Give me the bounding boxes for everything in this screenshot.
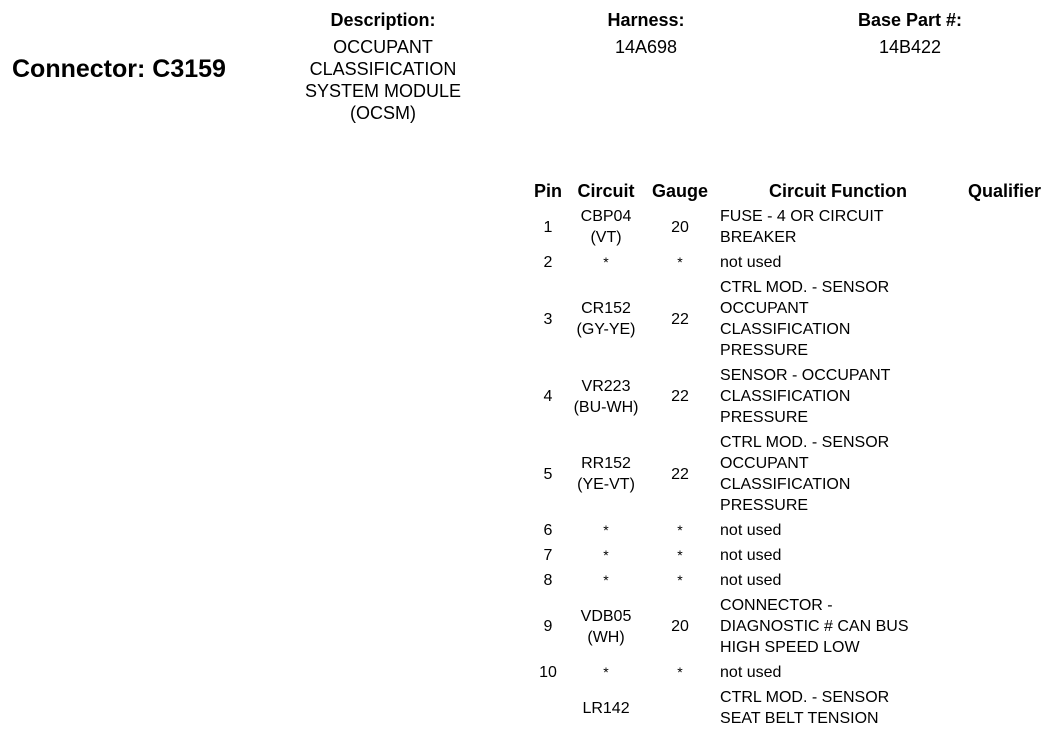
qualifier	[962, 685, 1045, 731]
qualifier	[962, 430, 1045, 518]
circuit-function-line: CTRL MOD. - SENSOR	[720, 279, 890, 296]
wire-gauge	[646, 275, 714, 363]
circuit-line: VR223	[581, 377, 631, 395]
circuit-line: *	[603, 522, 609, 538]
circuit-id	[566, 593, 646, 660]
pin-number-text: 2	[543, 254, 553, 271]
pin-number	[530, 568, 566, 593]
circuit-function	[714, 250, 962, 275]
circuit-id	[566, 568, 646, 593]
wire-gauge	[646, 568, 714, 593]
circuit-function-line: CLASSIFICATION	[720, 388, 851, 405]
circuit-function	[714, 430, 962, 518]
circuit-function-line: CTRL MOD. - SENSOR	[720, 434, 890, 451]
pinout-rows	[530, 204, 1045, 731]
circuit-function-line: OCCUPANT	[720, 455, 809, 472]
table-row	[530, 685, 1045, 731]
circuit-function	[714, 685, 962, 731]
header-qualifier: Qualifier	[968, 180, 1042, 201]
description-line: OCCUPANT	[333, 37, 433, 57]
header-circuit-function: Circuit Function	[769, 180, 908, 201]
table-row	[530, 518, 1045, 543]
circuit-function-line: HIGH SPEED LOW	[720, 639, 860, 656]
circuit-line: (VT)	[590, 229, 622, 246]
wire-gauge	[646, 204, 714, 250]
pinout-header-row	[530, 178, 1045, 204]
base-part-value: 14B422	[878, 37, 942, 57]
wire-gauge-text: 22	[671, 388, 689, 405]
circuit-id	[566, 518, 646, 543]
pin-number-text: 9	[543, 618, 553, 635]
circuit-line: *	[603, 664, 609, 680]
pin-number	[530, 660, 566, 685]
pin-number-text: 3	[543, 310, 553, 328]
circuit-function-line: SENSOR - OCCUPANT	[720, 367, 891, 384]
pin-number	[530, 363, 566, 430]
base-part-label: Base Part #:	[857, 10, 963, 30]
circuit-function-line: OCCUPANT	[720, 300, 809, 317]
wire-gauge-text: *	[677, 254, 683, 270]
circuit-function-line: CONNECTOR -	[720, 597, 833, 614]
qualifier	[962, 593, 1045, 660]
wire-gauge-text: 22	[671, 310, 689, 328]
pin-number	[530, 518, 566, 543]
circuit-function-line: CTRL MOD. - SENSOR	[720, 689, 890, 706]
pin-number-text: 6	[543, 522, 553, 539]
circuit-function-line: not used	[720, 572, 782, 589]
harness-block	[566, 10, 726, 58]
table-row	[530, 363, 1045, 430]
wire-gauge-text: *	[677, 522, 683, 538]
circuit-function-line: BREAKER	[720, 229, 797, 246]
description-block	[278, 10, 488, 124]
qualifier	[962, 518, 1045, 543]
wire-gauge-text: *	[677, 664, 683, 680]
circuit-id	[566, 543, 646, 568]
harness-label: Harness:	[607, 10, 685, 30]
pin-number	[530, 250, 566, 275]
circuit-function-line: not used	[720, 254, 782, 271]
pin-number	[530, 430, 566, 518]
circuit-function	[714, 363, 962, 430]
description-line: (OCSM)	[350, 103, 416, 123]
circuit-function	[714, 543, 962, 568]
wire-gauge-text: *	[677, 547, 683, 563]
circuit-function-line: PRESSURE	[720, 409, 809, 426]
pin-number-text: 4	[543, 388, 553, 405]
pin-number-text: 5	[543, 465, 553, 483]
qualifier	[962, 250, 1045, 275]
circuit-function	[714, 518, 962, 543]
circuit-function-line: not used	[720, 664, 782, 681]
pin-number-text: 10	[539, 664, 557, 681]
circuit-id	[566, 204, 646, 250]
circuit-line: CBP04	[580, 208, 632, 225]
circuit-function-line: not used	[720, 522, 782, 539]
wire-gauge	[646, 593, 714, 660]
pin-number	[530, 275, 566, 363]
circuit-function-line: FUSE - 4 OR CIRCUIT	[720, 208, 884, 225]
circuit-id	[566, 660, 646, 685]
circuit-line: *	[603, 572, 609, 588]
header-gauge: Gauge	[652, 180, 709, 201]
table-row	[530, 430, 1045, 518]
circuit-id	[566, 275, 646, 363]
circuit-line: LR142	[582, 699, 630, 717]
circuit-id	[566, 430, 646, 518]
circuit-function-line: PRESSURE	[720, 497, 809, 514]
circuit-line: (GY-YE)	[576, 321, 636, 338]
circuit-line: *	[603, 547, 609, 563]
pin-number	[530, 593, 566, 660]
circuit-line: (WH)	[587, 628, 625, 646]
circuit-function-line: DIAGNOSTIC # CAN BUS	[720, 618, 909, 635]
wire-gauge	[646, 430, 714, 518]
pin-number-text: 8	[543, 572, 553, 589]
qualifier	[962, 568, 1045, 593]
circuit-function-line: SEAT BELT TENSION	[720, 710, 879, 727]
circuit-function-line: CLASSIFICATION	[720, 476, 851, 493]
table-row	[530, 660, 1045, 685]
circuit-line: (BU-WH)	[573, 398, 639, 416]
qualifier	[962, 543, 1045, 568]
connector-title: Connector: C3159	[12, 55, 226, 83]
qualifier	[962, 363, 1045, 430]
table-row	[530, 275, 1045, 363]
wire-gauge	[646, 685, 714, 731]
circuit-function	[714, 204, 962, 250]
header-circuit: Circuit	[577, 180, 635, 201]
circuit-id	[566, 363, 646, 430]
qualifier	[962, 660, 1045, 685]
circuit-function	[714, 568, 962, 593]
pin-number	[530, 204, 566, 250]
table-row	[530, 204, 1045, 250]
pin-number	[530, 685, 566, 731]
pin-number	[530, 543, 566, 568]
wire-gauge	[646, 363, 714, 430]
circuit-function	[714, 275, 962, 363]
header-pin: Pin	[534, 180, 563, 201]
circuit-function	[714, 593, 962, 660]
description-line: CLASSIFICATION	[309, 59, 457, 79]
wire-gauge	[646, 543, 714, 568]
wire-gauge	[646, 660, 714, 685]
pin-number-text: 7	[543, 547, 553, 564]
wire-gauge-text: *	[677, 572, 683, 588]
pinout-table	[530, 178, 1045, 731]
table-row	[530, 568, 1045, 593]
circuit-line: RR152	[581, 455, 631, 472]
wire-gauge-text: 20	[671, 218, 689, 236]
qualifier	[962, 204, 1045, 250]
description-line: SYSTEM MODULE	[304, 81, 462, 101]
description-label: Description:	[330, 10, 436, 30]
harness-value: 14A698	[614, 37, 678, 57]
circuit-line: (YE-VT)	[577, 476, 635, 493]
circuit-function-line: not used	[720, 547, 782, 564]
circuit-line: CR152	[581, 300, 631, 317]
base-part-block	[810, 10, 1010, 58]
circuit-function-line: CLASSIFICATION	[720, 321, 851, 338]
wire-gauge	[646, 250, 714, 275]
circuit-line: *	[603, 254, 609, 270]
qualifier	[962, 275, 1045, 363]
circuit-function	[714, 660, 962, 685]
wire-gauge-text: 22	[671, 465, 689, 483]
circuit-id	[566, 250, 646, 275]
table-row	[530, 250, 1045, 275]
circuit-id	[566, 685, 646, 731]
wire-gauge-text: 20	[671, 618, 689, 635]
circuit-function-line: PRESSURE	[720, 342, 809, 359]
wire-gauge	[646, 518, 714, 543]
circuit-line: VDB05	[580, 607, 632, 625]
table-row	[530, 593, 1045, 660]
table-row	[530, 543, 1045, 568]
pin-number-text: 1	[543, 218, 553, 236]
